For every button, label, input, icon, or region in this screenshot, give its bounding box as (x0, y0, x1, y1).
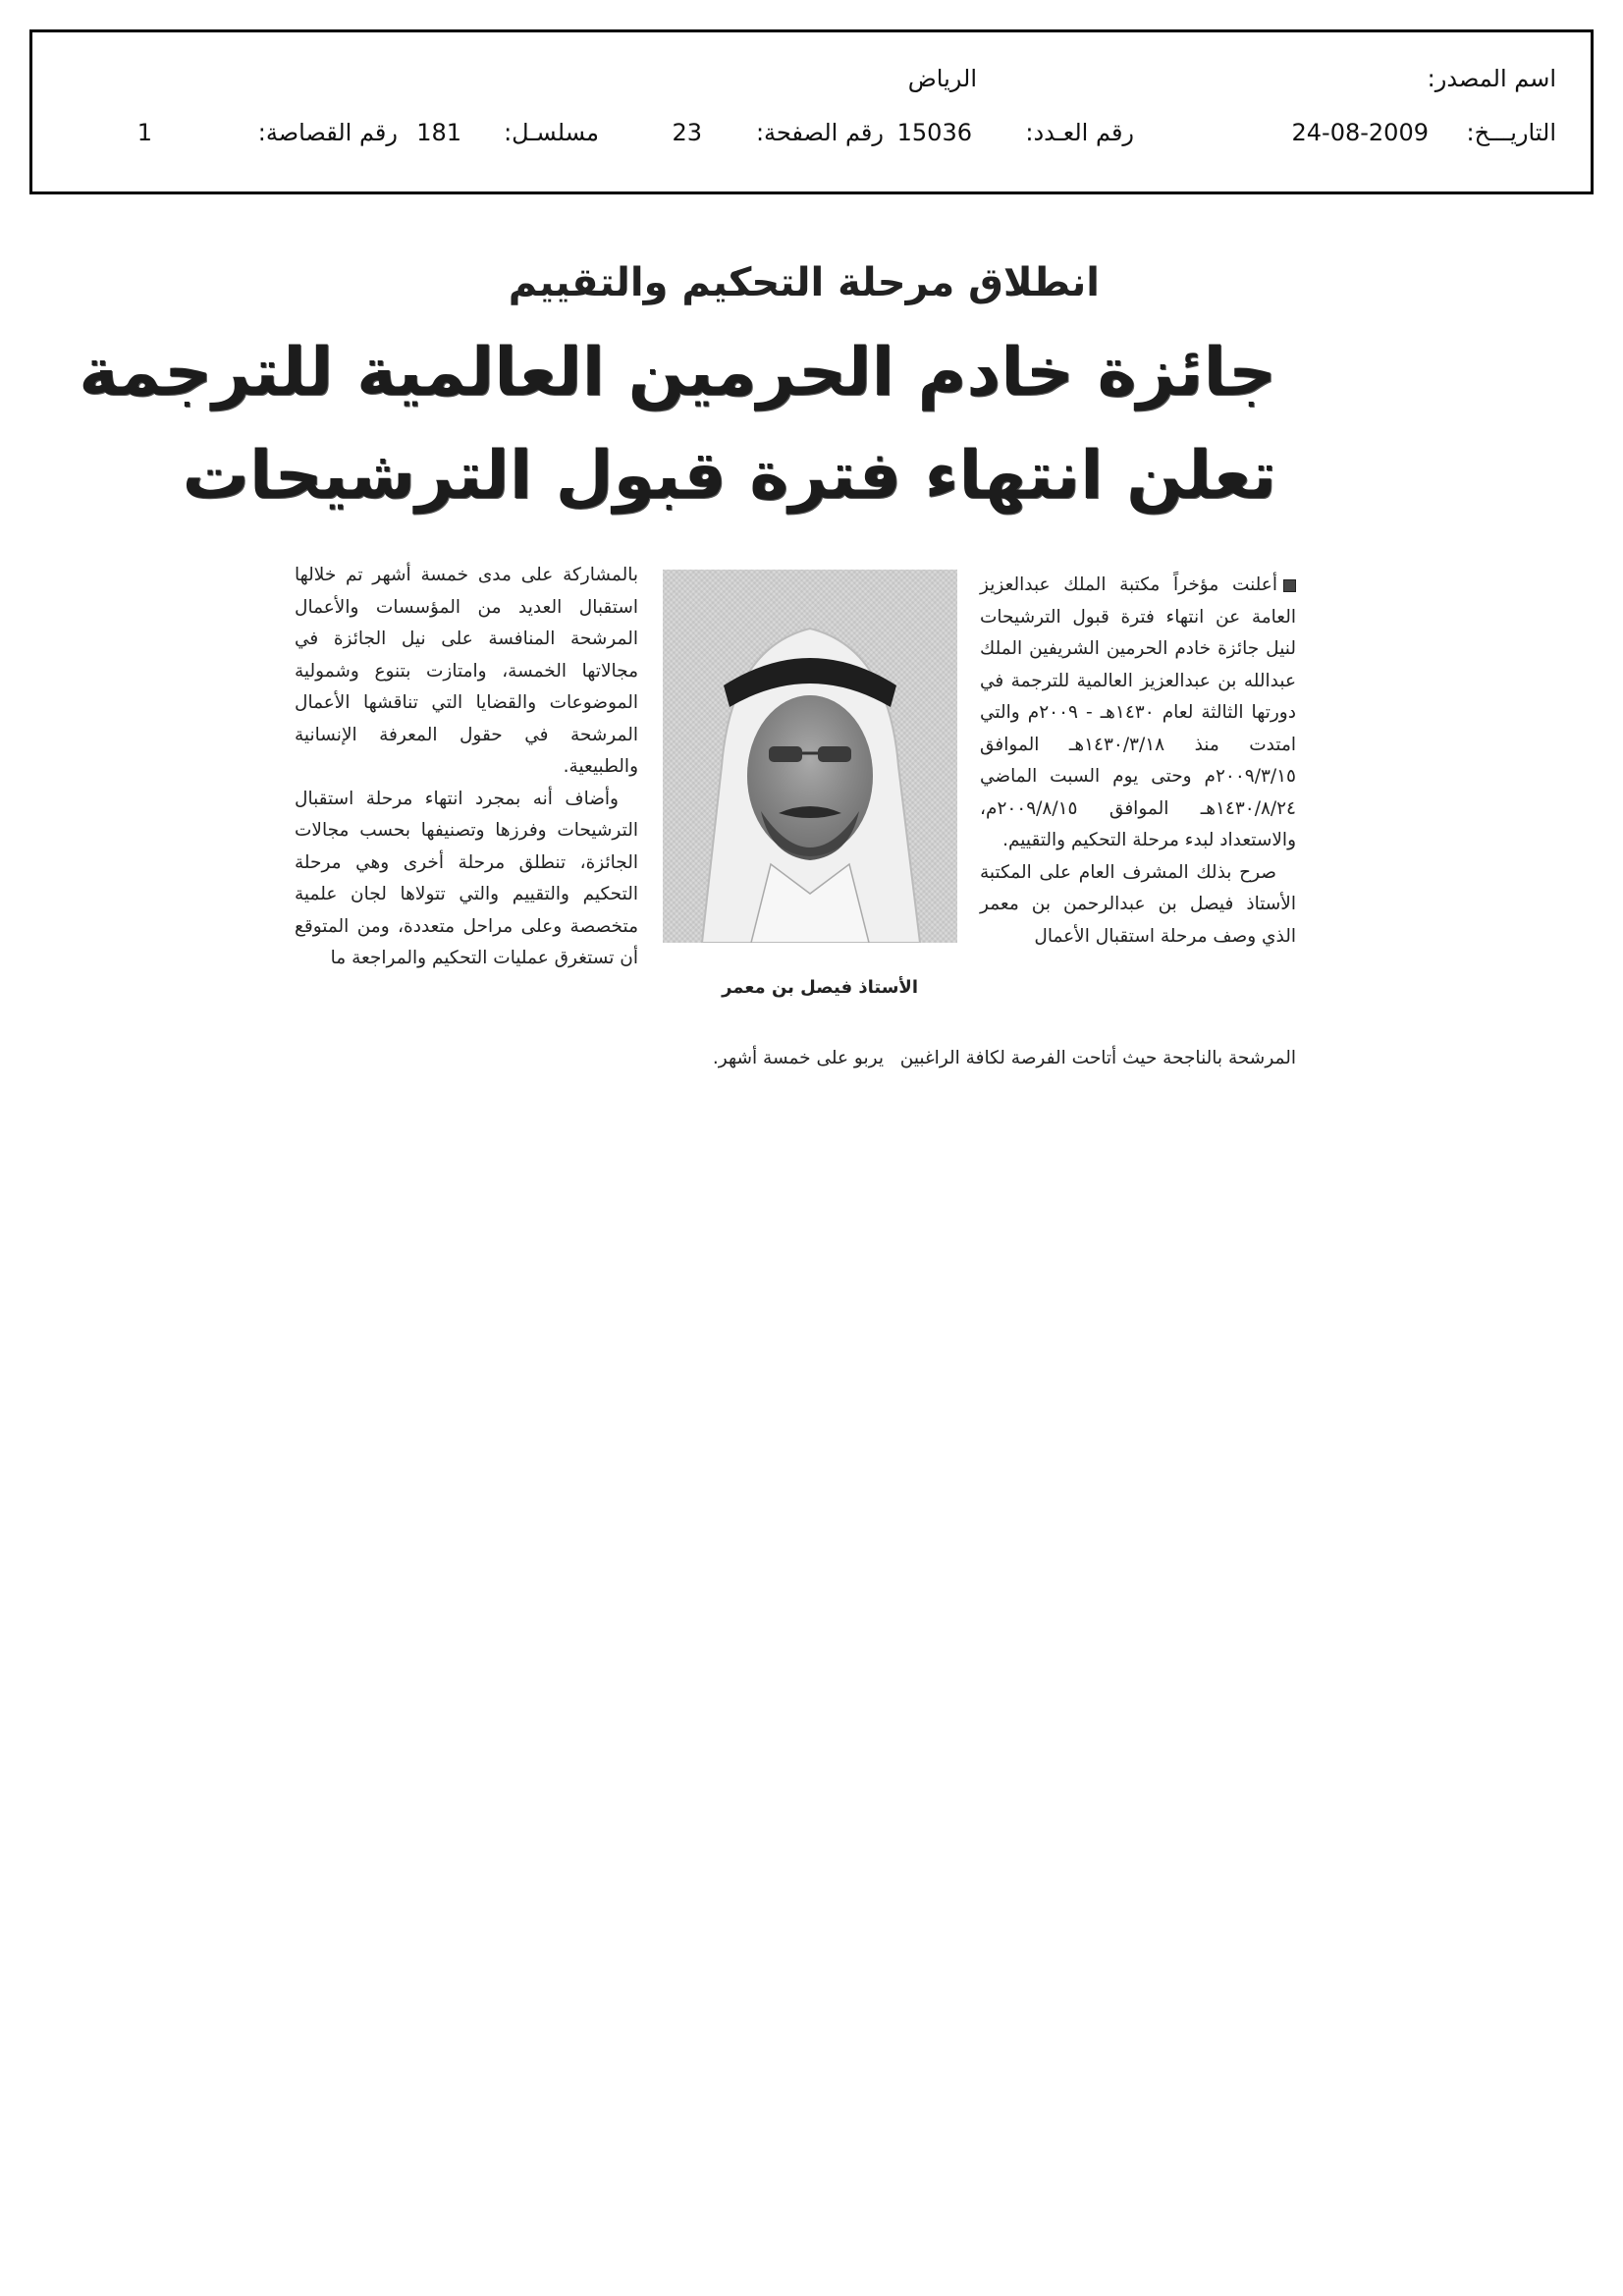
page-number-value: 23 (672, 119, 702, 146)
photo-caption: الأستاذ فيصل بن معمر (722, 977, 918, 998)
issue-value: 15036 (896, 119, 972, 146)
date-label: التاريـــخ: (1466, 119, 1556, 146)
headline-line-2: تعلن انتهاء فترة قبول الترشيحات (182, 437, 1276, 515)
serial-value: 181 (416, 119, 461, 146)
clip-number-value: 1 (136, 119, 152, 146)
clipping-metadata-box (29, 29, 1594, 194)
article-paragraph (980, 570, 1296, 857)
portrait-photo (663, 570, 957, 943)
serial-label: مسلسـل: (504, 119, 599, 146)
source-value: الرياض (907, 65, 977, 92)
closing-text-left: يربو على خمسة أشهر. (712, 1048, 884, 1068)
bullet-icon (1283, 579, 1296, 592)
headline-line-1: جائزة خادم الحرمين العالمية للترجمة (79, 334, 1276, 411)
closing-text-right: المرشحة بالناجحة حيث أتاحت الفرصة لكافة الراغبين (899, 1048, 1296, 1068)
paragraph-text: أعلنت مؤخراً مكتبة الملك عبدالعزيز العامة عن انتهاء فترة قبول الترشيحات لنيل جائزة خادم الحرمين الشريفين الملك عبدالله بن عبدالعزيز العالمية للترجمة في دورتها الثالثة لعام ١٤٣٠هـ - ٢٠٠٩م والتي امتدت منذ ١٤٣٠/٣/١٨هـ الموافق ٢٠٠٩/٣/١٥م وحتى يوم السبت الماضي ١٤٣٠/٨/٢٤هـ الموافق ٢٠٠٩/٨/١٥م، والاستعداد لبدء مرحلة التحكيم والتقييم. (980, 574, 1296, 850)
portrait-image-icon (663, 570, 957, 943)
date-value: 24-08-2009 (1291, 119, 1429, 146)
article-paragraph: صرح بذلك المشرف العام على المكتبة الأستاذ فيصل بن عبدالرحمن بن معمر الذي وصف مرحلة استقبال الأعمال (980, 861, 1296, 947)
article-paragraph: بالمشاركة على مدى خمسة أشهر تم خلالها استقبال العديد من المؤسسات والأعمال المرشحة المنافسة على نيل الجائزة في مجالاتها الخمسة، وامتازت بتنوع وشمولية الموضوعات والقضايا التي تناقشها الأعمال المرشحة في حقول المعرفة الإنسانية والطبيعية. (295, 565, 638, 777)
issue-label: رقم العـدد: (1025, 119, 1134, 146)
article-paragraph: وأضاف أنه بمجرد انتهاء مرحلة استقبال الترشيحات وفرزها وتصنيفها بحسب مجالات الجائزة، تنطلق مرحلة أخرى وهي مرحلة التحكيم والتقييم والتي تتولاها لجان علمية متخصصة وعلى مراحل متعددة، ومن المتوقع أن تستغرق عمليات التحكيم والمراجعة ما (295, 788, 638, 968)
article-kicker: انطلاق مرحلة التحكيم والتقييم (508, 260, 1100, 305)
clip-number-label: رقم القصاصة: (257, 119, 398, 146)
article-column-left (295, 560, 638, 975)
article-column-right (980, 570, 1296, 953)
page-number-label: رقم الصفحة: (755, 119, 884, 146)
newspaper-clipping (79, 241, 1296, 1124)
source-label: اسم المصدر: (1427, 65, 1556, 92)
